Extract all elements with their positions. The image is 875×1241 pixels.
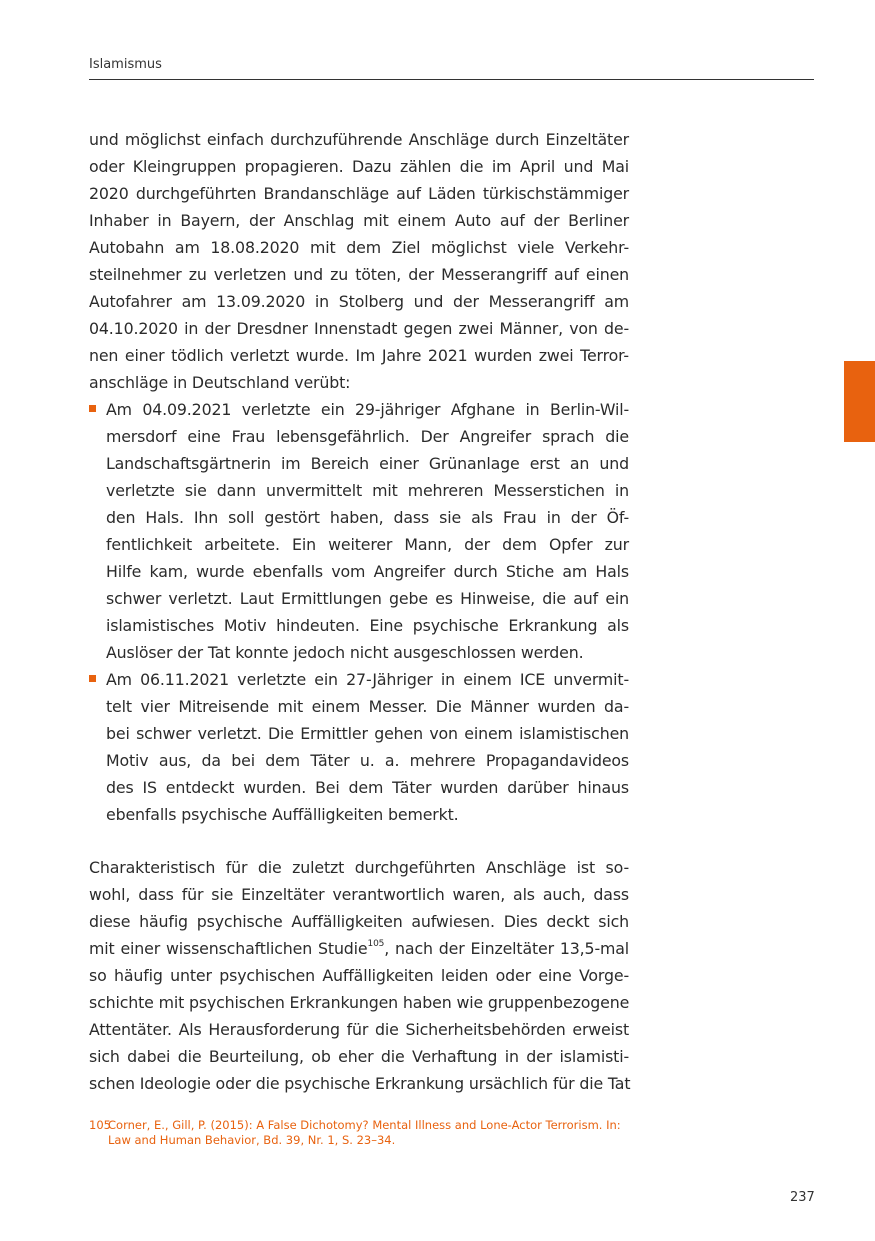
paragraph-line: diese häufig psychische Auffälligkeiten aufwiesen. Dies deckt sich (89, 912, 629, 931)
paragraph-line: schichte mit psychischen Erkrankungen haben wie gruppenbezogene (89, 993, 630, 1012)
paragraph-line: anschläge in Deutschland verübt: (89, 373, 351, 392)
paragraph-line: verletzte sie dann unvermittelt mit mehreren Messerstichen in (106, 481, 629, 500)
paragraph-line: und möglichst einfach durchzuführende Anschläge durch Einzeltäter (89, 130, 629, 149)
paragraph-line: des IS entdeckt wurden. Bei dem Täter wurden darüber hinaus (106, 778, 629, 797)
paragraph-line: Am 06.11.2021 verletzte ein 27-Jähriger in einem ICE unvermit- (106, 670, 629, 689)
paragraph-line: schen Ideologie oder die psychische Erkrankung ursächlich für die Tat (89, 1074, 631, 1093)
main-content (89, 126, 629, 1097)
paragraph-line: Hilfe kam, wurde ebenfalls vom Angreifer durch Stiche am Hals (106, 562, 629, 581)
paragraph-line: Landschaftsgärtnerin im Bereich einer Grünanlage erst an und (106, 454, 629, 473)
paragraph-line: fentlichkeit arbeitete. Ein weiterer Mann, der dem Opfer zur (106, 535, 629, 554)
paragraph-line: ebenfalls psychische Auffälligkeiten bemerkt. (106, 805, 459, 824)
bullet-square-icon (89, 675, 96, 682)
paragraph-line: 2020 durchgeführten Brandanschläge auf Läden türkischstämmiger (89, 184, 629, 203)
paragraph-line: sich dabei die Beurteilung, ob eher die Verhaftung in der islamisti- (89, 1047, 629, 1066)
footnote-line-2: Law and Human Behavior, Bd. 39, Nr. 1, S. 23–34. (108, 1133, 396, 1147)
paragraph-line: islamistisches Motiv hindeuten. Eine psychische Erkrankung als (106, 616, 629, 635)
paragraph-line: den Hals. Ihn soll gestört haben, dass sie als Frau in der Öf- (106, 508, 629, 527)
bullet-list (89, 396, 629, 828)
paragraph-line: Auslöser der Tat konnte jedoch nicht ausgeschlossen werden. (106, 643, 584, 662)
bullet-item-2 (89, 666, 629, 828)
paragraph-line: nen einer tödlich verletzt wurde. Im Jahre 2021 wurden zwei Terror- (89, 346, 629, 365)
paragraph-2 (89, 854, 629, 1097)
footnote-number: 105 (89, 1118, 111, 1132)
paragraph-line: Motiv aus, da bei dem Täter u. a. mehrere Propagandavideos (106, 751, 629, 770)
paragraph-line: wohl, dass für sie Einzeltäter verantwortlich waren, als auch, dass (89, 885, 629, 904)
bullet-square-icon (89, 405, 96, 412)
paragraph-line: Autobahn am 18.08.2020 mit dem Ziel möglichst viele Verkehr- (89, 238, 629, 257)
footnote (89, 1118, 634, 1148)
paragraph-line: Am 04.09.2021 verletzte ein 29-jähriger Afghane in Berlin-Wil- (106, 400, 629, 419)
paragraph-2-ref-start: mit einer wissenschaftlichen Studie (89, 939, 368, 958)
paragraph-line: schwer verletzt. Laut Ermittlungen gebe es Hinweise, die auf ein (106, 589, 629, 608)
paragraph-line: Inhaber in Bayern, der Anschlag mit einem Auto auf der Berliner (89, 211, 629, 230)
bullet-item-1 (89, 396, 629, 666)
paragraph-line: telt vier Mitreisende mit einem Messer. Die Männer wurden da- (106, 697, 629, 716)
footnote-line-1: Corner, E., Gill, P. (2015): A False Dichotomy? Mental Illness and Lone-Actor Terrorism. In: (108, 1118, 621, 1132)
chapter-tab-marker (844, 361, 875, 442)
paragraph-line: steilnehmer zu verletzen und zu töten, der Messerangriff auf einen (89, 265, 629, 284)
paragraph-2-ref-end: , nach der Einzeltäter 13,5-mal (384, 939, 629, 958)
running-header (89, 57, 814, 80)
paragraph-line: Attentäter. Als Herausforderung für die Sicherheitsbehörden erweist (89, 1020, 629, 1039)
paragraph-1 (89, 126, 629, 396)
paragraph-gap (89, 828, 629, 854)
paragraph-line: 04.10.2020 in der Dresdner Innenstadt gegen zwei Männer, von de- (89, 319, 629, 338)
paragraph-line: Charakteristisch für die zuletzt durchgeführten Anschläge ist so- (89, 858, 629, 877)
paragraph-line: bei schwer verletzt. Die Ermittler gehen von einem islamistischen (106, 724, 629, 743)
footnote-reference[interactable]: 105 (367, 938, 385, 949)
paragraph-line: mersdorf eine Frau lebensgefährlich. Der Angreifer sprach die (106, 427, 629, 446)
page-number: 237 (790, 1190, 815, 1205)
paragraph-line: so häufig unter psychischen Auffälligkeiten leiden oder eine Vorge- (89, 966, 629, 985)
running-header-title: Islamismus (89, 57, 162, 72)
paragraph-line: oder Kleingruppen propagieren. Dazu zählen die im April und Mai (89, 157, 629, 176)
paragraph-line (89, 935, 629, 962)
paragraph-line: Autofahrer am 13.09.2020 in Stolberg und der Messerangriff am (89, 292, 629, 311)
